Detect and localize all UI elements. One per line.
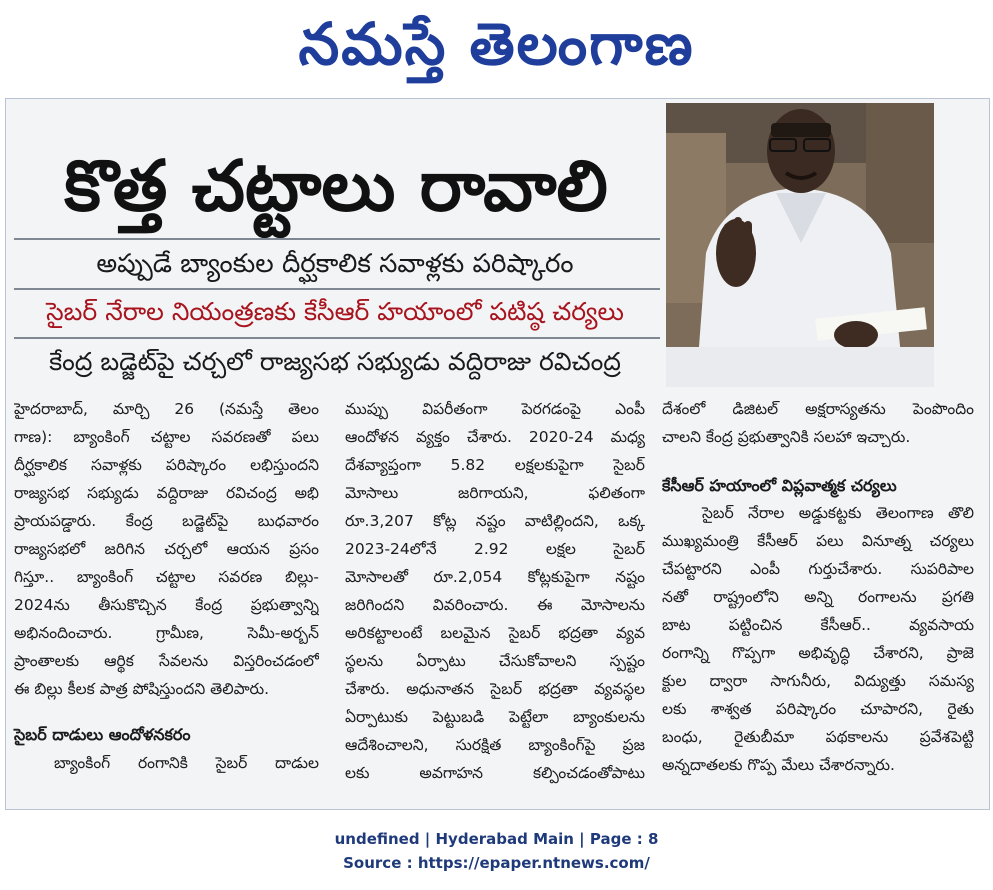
text-line: రంగాన్ని గొప్పగా అభివృద్ధి చేశారని, ప్రాజె: [662, 644, 974, 662]
column-3-top: [662, 395, 974, 451]
subheadline-3: కేంద్ర బడ్జెట్‌పై చర్చలో రాజ్యసభ సభ్యుడు వద్దిరాజు రవిచంద్ర: [49, 347, 621, 376]
text-line: బాట పట్టించిన కేసీఆర్.. వ్యవసాయ: [662, 616, 974, 634]
text-line: 2024ను తీసుకొచ్చిన కేంద్ర ప్రభుత్వాన్ని: [14, 596, 319, 614]
text-line: ఆదేశించాలని, సురక్షిత బ్యాంకింగ్‌పై ప్రజ: [345, 736, 645, 754]
text-line: దేశంలో డిజిటల్ అక్షరాస్యతను పెంపొందిం: [662, 400, 974, 418]
text-line: ఈ బిల్లు కీలక పాత్ర పోషిస్తుందని తెలిపారు.: [14, 680, 270, 698]
text-line: లకు అవగాహన కల్పించడంతోపాటు: [345, 764, 645, 782]
text-line: చేశారు. అధునాతన సైబర్ భద్రతా వ్యవస్థల: [345, 680, 645, 698]
article-headline: కొత్త చట్టాలు రావాలి: [64, 145, 608, 227]
text-line: ప్రాంతాలకు ఆర్థిక సేవలను విస్తరించడంలో: [14, 652, 319, 670]
text-line: చాలని కేంద్ర ప్రభుత్వానికి సలహా ఇచ్చారు.: [662, 428, 911, 446]
text-line: దీర్ఘకాలిక సవాళ్లకు పరిష్కారం లభిస్తుందని: [14, 456, 319, 474]
text-line: 2023-24లోనే 2.92 లక్షల సైబర్: [345, 540, 645, 558]
text-line: హైదరాబాద్, మార్చి 26 (నమస్తే తెలం: [14, 400, 319, 418]
column-1: [14, 395, 319, 777]
text-line: ఏర్పాటుకు పెట్టుబడి పెట్టేలా బ్యాంకులను: [345, 708, 645, 726]
text-line: అభినందించారు. గ్రామీణ, సెమీ-అర్బన్: [14, 624, 319, 642]
text-line: అరికట్టాలంటే బలమైన సైబర్ భద్రతా వ్యవ: [345, 624, 645, 642]
text-line: గాణ): బ్యాంకింగ్ చట్టాల సవరణతో పలు: [14, 428, 319, 446]
speaker-photo-image: [666, 103, 934, 387]
column-3-body: [662, 499, 974, 779]
text-line: రాజ్యసభలో జరిగిన చర్చలో ఆయన ప్రసం: [14, 540, 319, 558]
text-line: సైబర్ నేరాల అడ్డుకట్టకు తెలంగాణ తొలి: [702, 504, 974, 522]
text-line: దేశవ్యాప్తంగా 5.82 లక్షలకుపైగా సైబర్: [345, 456, 645, 474]
divider: [14, 337, 660, 339]
text-line: ముఖ్యమంత్రి కేసీఆర్ పలు వినూత్న చర్యలు: [662, 532, 974, 550]
newspaper-masthead: నమస్తే తెలంగాణ: [298, 10, 695, 78]
column-2: [345, 395, 645, 787]
text-line: చేపట్టారని ఎంపీ గుర్తుచేశారు. సుపరిపాల: [662, 560, 974, 578]
text-line: ప్రాయపడ్డారు. కేంద్ర బడ్జెట్‌పై బుధవారం: [14, 512, 319, 530]
text-line: ఆందోళన వ్యక్తం చేశారు. 2020-24 మధ్య: [345, 428, 645, 446]
subheadline-1: అప్పుడే బ్యాంకుల దీర్ఘకాలిక సవాళ్లకు పరిష్కారం: [96, 249, 574, 279]
text-line: రాజ్యసభ సభ్యుడు వద్దిరాజు రవిచంద్ర అభి: [14, 484, 319, 502]
footer-source: Source : https://epaper.ntnews.com/: [343, 854, 650, 872]
divider: [14, 238, 660, 240]
text-line: స్థలను ఏర్పాటు చేసుకోవాలని స్పష్టం: [345, 652, 645, 670]
text-line: బ్యాంకింగ్ రంగానికి సైబర్ దాడుల: [54, 754, 319, 772]
text-line: మోసాలతో రూ.2,054 కోట్లకుపైగా నష్టం: [345, 568, 645, 586]
text-line: క్టుల ద్వారా సాగునీరు, విద్యుత్తు సమస్య: [662, 672, 974, 690]
section-subhead: కేసీఆర్ హయాంలో విప్లవాత్మక చర్యలు: [662, 476, 897, 495]
text-line: అన్నదాతలకు గొప్ప మేలు చేశారన్నారు.: [662, 756, 895, 774]
text-line: బంధు, రైతుబీమా పథకాలను ప్రవేశపెట్టి: [662, 728, 974, 746]
text-line: లకు శాశ్వత పరిష్కారం చూపారని, రైతు: [662, 700, 974, 718]
article-photo: [666, 103, 934, 387]
subheadline-2: సైబర్ నేరాల నియంత్రణకు కేసీఆర్ హయాంలో పటిష్ఠ చర్యలు: [46, 297, 624, 326]
text-line: రూ.3,207 కోట్ల నష్టం వాటిల్లిందని, ఒక్క: [345, 512, 645, 530]
text-line: మోసాలు జరిగాయని, ఫలితంగా: [345, 484, 645, 502]
text-line: ముప్పు విపరీతంగా పెరగడంపై ఎంపీ: [345, 400, 645, 418]
section-subhead: సైబర్ దాడులు ఆందోళనకరం: [14, 725, 191, 744]
text-line: గిస్తూ.. బ్యాంకింగ్ చట్టాల సవరణ బిల్లు-: [14, 568, 319, 586]
footer-edition-info: undefined | Hyderabad Main | Page : 8: [334, 830, 659, 848]
column-3-subhead: [662, 472, 974, 500]
text-line: నతో రాష్ట్రంలోని అన్ని రంగాలను ప్రగతి: [662, 588, 974, 606]
text-line: జరిగిందని వివరించారు. ఈ మోసాలను: [345, 596, 645, 614]
